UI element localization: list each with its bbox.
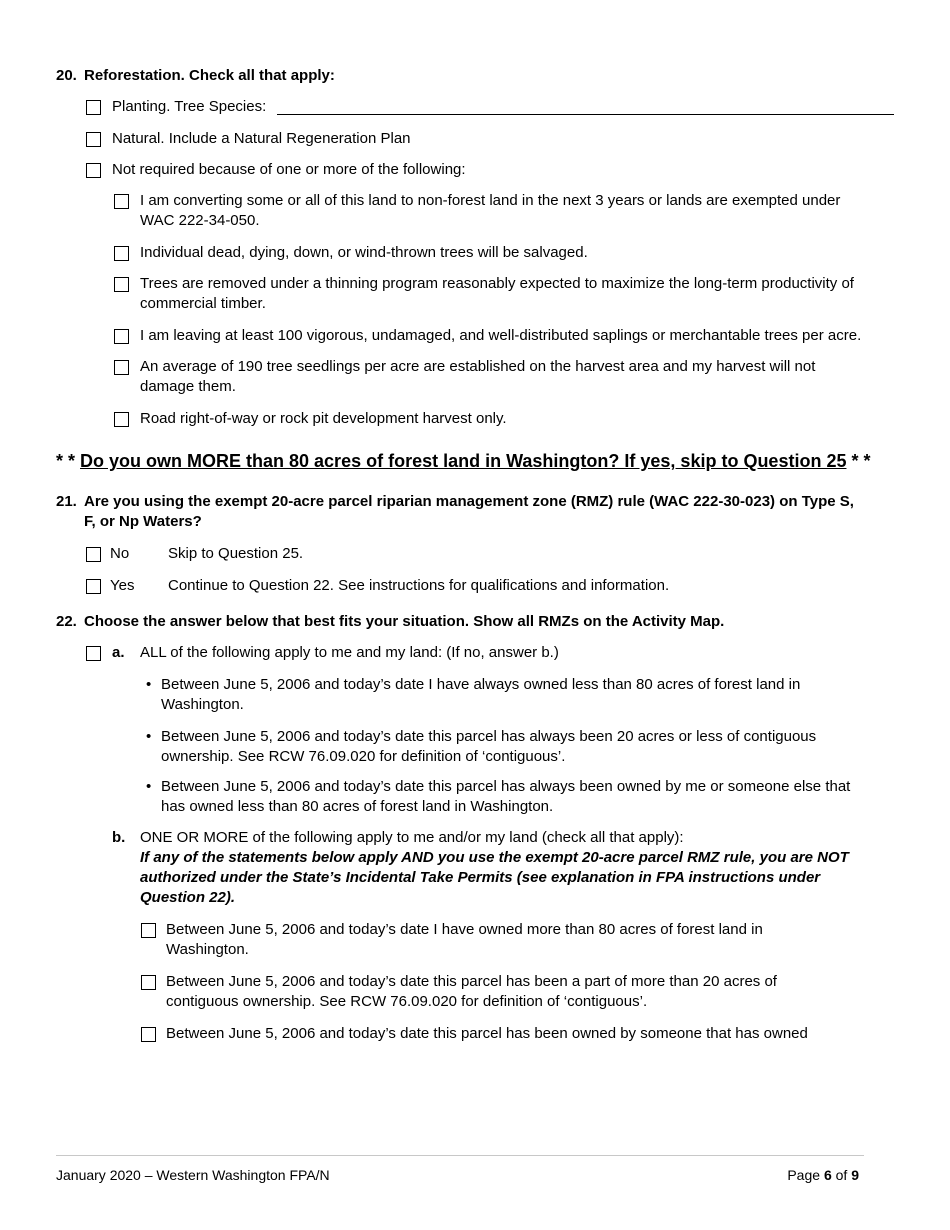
q22b-item1-line1: Between June 5, 2006 and today’s date I have owned more than 80 acres of forest land in <box>166 921 763 938</box>
bullet-2: • <box>146 728 152 745</box>
banner-text: Do you own MORE than 80 acres of forest land in Washington? If yes, skip to Question 25 <box>80 451 847 471</box>
q21-number: 21. <box>56 493 77 510</box>
natural-label: Natural. Include a Natural Regeneration Plan <box>112 130 411 147</box>
q22b-warning-line1: If any of the statements below apply AND you use the exempt 20-acre parcel RMZ rule, you are NOT <box>140 849 849 866</box>
q21-text-line1: Are you using the exempt 20-acre parcel riparian management zone (RMZ) rule (WAC 222-30-023) on Type S, <box>84 493 854 510</box>
q22a-bullet2-line2: ownership. See RCW 76.09.020 for definition of ‘contiguous’. <box>161 748 566 765</box>
q22b-item2-line2: contiguous ownership. See RCW 76.09.020 for definition of ‘contiguous’. <box>166 993 648 1010</box>
thinning-checkbox[interactable] <box>114 277 129 292</box>
not-required-checkbox[interactable] <box>86 163 101 178</box>
road-text: Road right-of-way or rock pit development harvest only. <box>140 410 507 427</box>
planting-label: Planting. Tree Species: <box>112 98 267 115</box>
q21-text-line2: F, or Np Waters? <box>84 513 202 530</box>
q22a-bullet3-line1: Between June 5, 2006 and today’s date this parcel has always been owned by me or someone else that <box>161 778 851 795</box>
road-checkbox[interactable] <box>114 412 129 427</box>
q22b-contiguous-checkbox[interactable] <box>141 975 156 990</box>
q20-number: 20. <box>56 67 77 84</box>
q22b-item3-line1: Between June 5, 2006 and today’s date this parcel has been owned by someone that has owned <box>166 1025 808 1042</box>
converting-text-line1: I am converting some or all of this land to non-forest land in the next 3 years or lands are exempted under <box>140 192 841 209</box>
not-required-label: Not required because of one or more of the following: <box>112 161 466 178</box>
page-prefix: Page <box>787 1167 821 1183</box>
tree-species-input[interactable] <box>277 114 894 115</box>
q22a-bullet2-line1: Between June 5, 2006 and today’s date this parcel has always been 20 acres or less of contiguous <box>161 728 817 745</box>
banner-stars-left: * * <box>56 451 76 471</box>
q22b-owned-more-checkbox[interactable] <box>141 923 156 938</box>
q22a-bullet1-line2: Washington. <box>161 696 244 713</box>
seedlings-checkbox[interactable] <box>114 360 129 375</box>
bullet-3: • <box>146 778 152 795</box>
thinning-text-line2: commercial timber. <box>140 295 266 312</box>
bullet-1: • <box>146 676 152 693</box>
page-number <box>787 1165 859 1185</box>
q22-number: 22. <box>56 613 77 630</box>
salvaged-text: Individual dead, dying, down, or wind-thrown trees will be salvaged. <box>140 244 588 261</box>
q22a-bullet1-line1: Between June 5, 2006 and today’s date I have always owned less than 80 acres of forest land in <box>161 676 801 693</box>
q21-no-text: Skip to Question 25. <box>168 545 304 562</box>
thinning-text-line1: Trees are removed under a thinning program reasonably expected to maximize the long-term productivity of <box>140 275 854 292</box>
q22b-item2-line1: Between June 5, 2006 and today’s date this parcel has been a part of more than 20 acres of <box>166 973 777 990</box>
q21-yes-label: Yes <box>110 577 135 594</box>
q22a-checkbox[interactable] <box>86 646 101 661</box>
q22b-label: b. <box>112 829 126 846</box>
planting-checkbox[interactable] <box>86 100 101 115</box>
page-of: of <box>835 1167 848 1183</box>
footer-divider <box>56 1155 864 1156</box>
q22a-bullet3-line2: has owned less than 80 acres of forest land in Washington. <box>161 798 554 815</box>
q22a-label: a. <box>112 644 125 661</box>
saplings-checkbox[interactable] <box>114 329 129 344</box>
converting-checkbox[interactable] <box>114 194 129 209</box>
q21-no-label: No <box>110 545 130 562</box>
page-current: 6 <box>823 1167 832 1183</box>
saplings-text: I am leaving at least 100 vigorous, undamaged, and well-distributed saplings or merchantable trees per acre. <box>140 327 862 344</box>
footer-form-id: January 2020 – Western Washington FPA/N <box>56 1167 330 1183</box>
q22b-owned-by-someone-checkbox[interactable] <box>141 1027 156 1042</box>
q22a-text: ALL of the following apply to me and my land: (If no, answer b.) <box>140 644 559 661</box>
natural-checkbox[interactable] <box>86 132 101 147</box>
q22b-warning-line3: Question 22). <box>140 889 236 906</box>
q20-title: Reforestation. Check all that apply: <box>84 67 335 84</box>
q21-no-checkbox[interactable] <box>86 547 101 562</box>
seedlings-text-line1: An average of 190 tree seedlings per acre are established on the harvest area and my harvest will not <box>140 358 816 375</box>
q22b-text: ONE OR MORE of the following apply to me and/or my land (check all that apply): <box>140 829 684 846</box>
salvaged-checkbox[interactable] <box>114 246 129 261</box>
q21-yes-text: Continue to Question 22. See instructions for qualifications and information. <box>168 577 670 594</box>
q22b-item1-line2: Washington. <box>166 941 249 958</box>
q22-title: Choose the answer below that best fits your situation. Show all RMZs on the Activity Map. <box>84 613 725 630</box>
q22b-warning-line2: authorized under the State’s Incidental Take Permits (see explanation in FPA instructions under <box>140 869 821 886</box>
page-total: 9 <box>851 1167 859 1183</box>
acreage-banner <box>56 450 871 472</box>
converting-text-line2: WAC 222-34-050. <box>140 212 260 229</box>
q21-yes-checkbox[interactable] <box>86 579 101 594</box>
banner-stars-right: * * <box>851 451 871 471</box>
seedlings-text-line2: damage them. <box>140 378 236 395</box>
